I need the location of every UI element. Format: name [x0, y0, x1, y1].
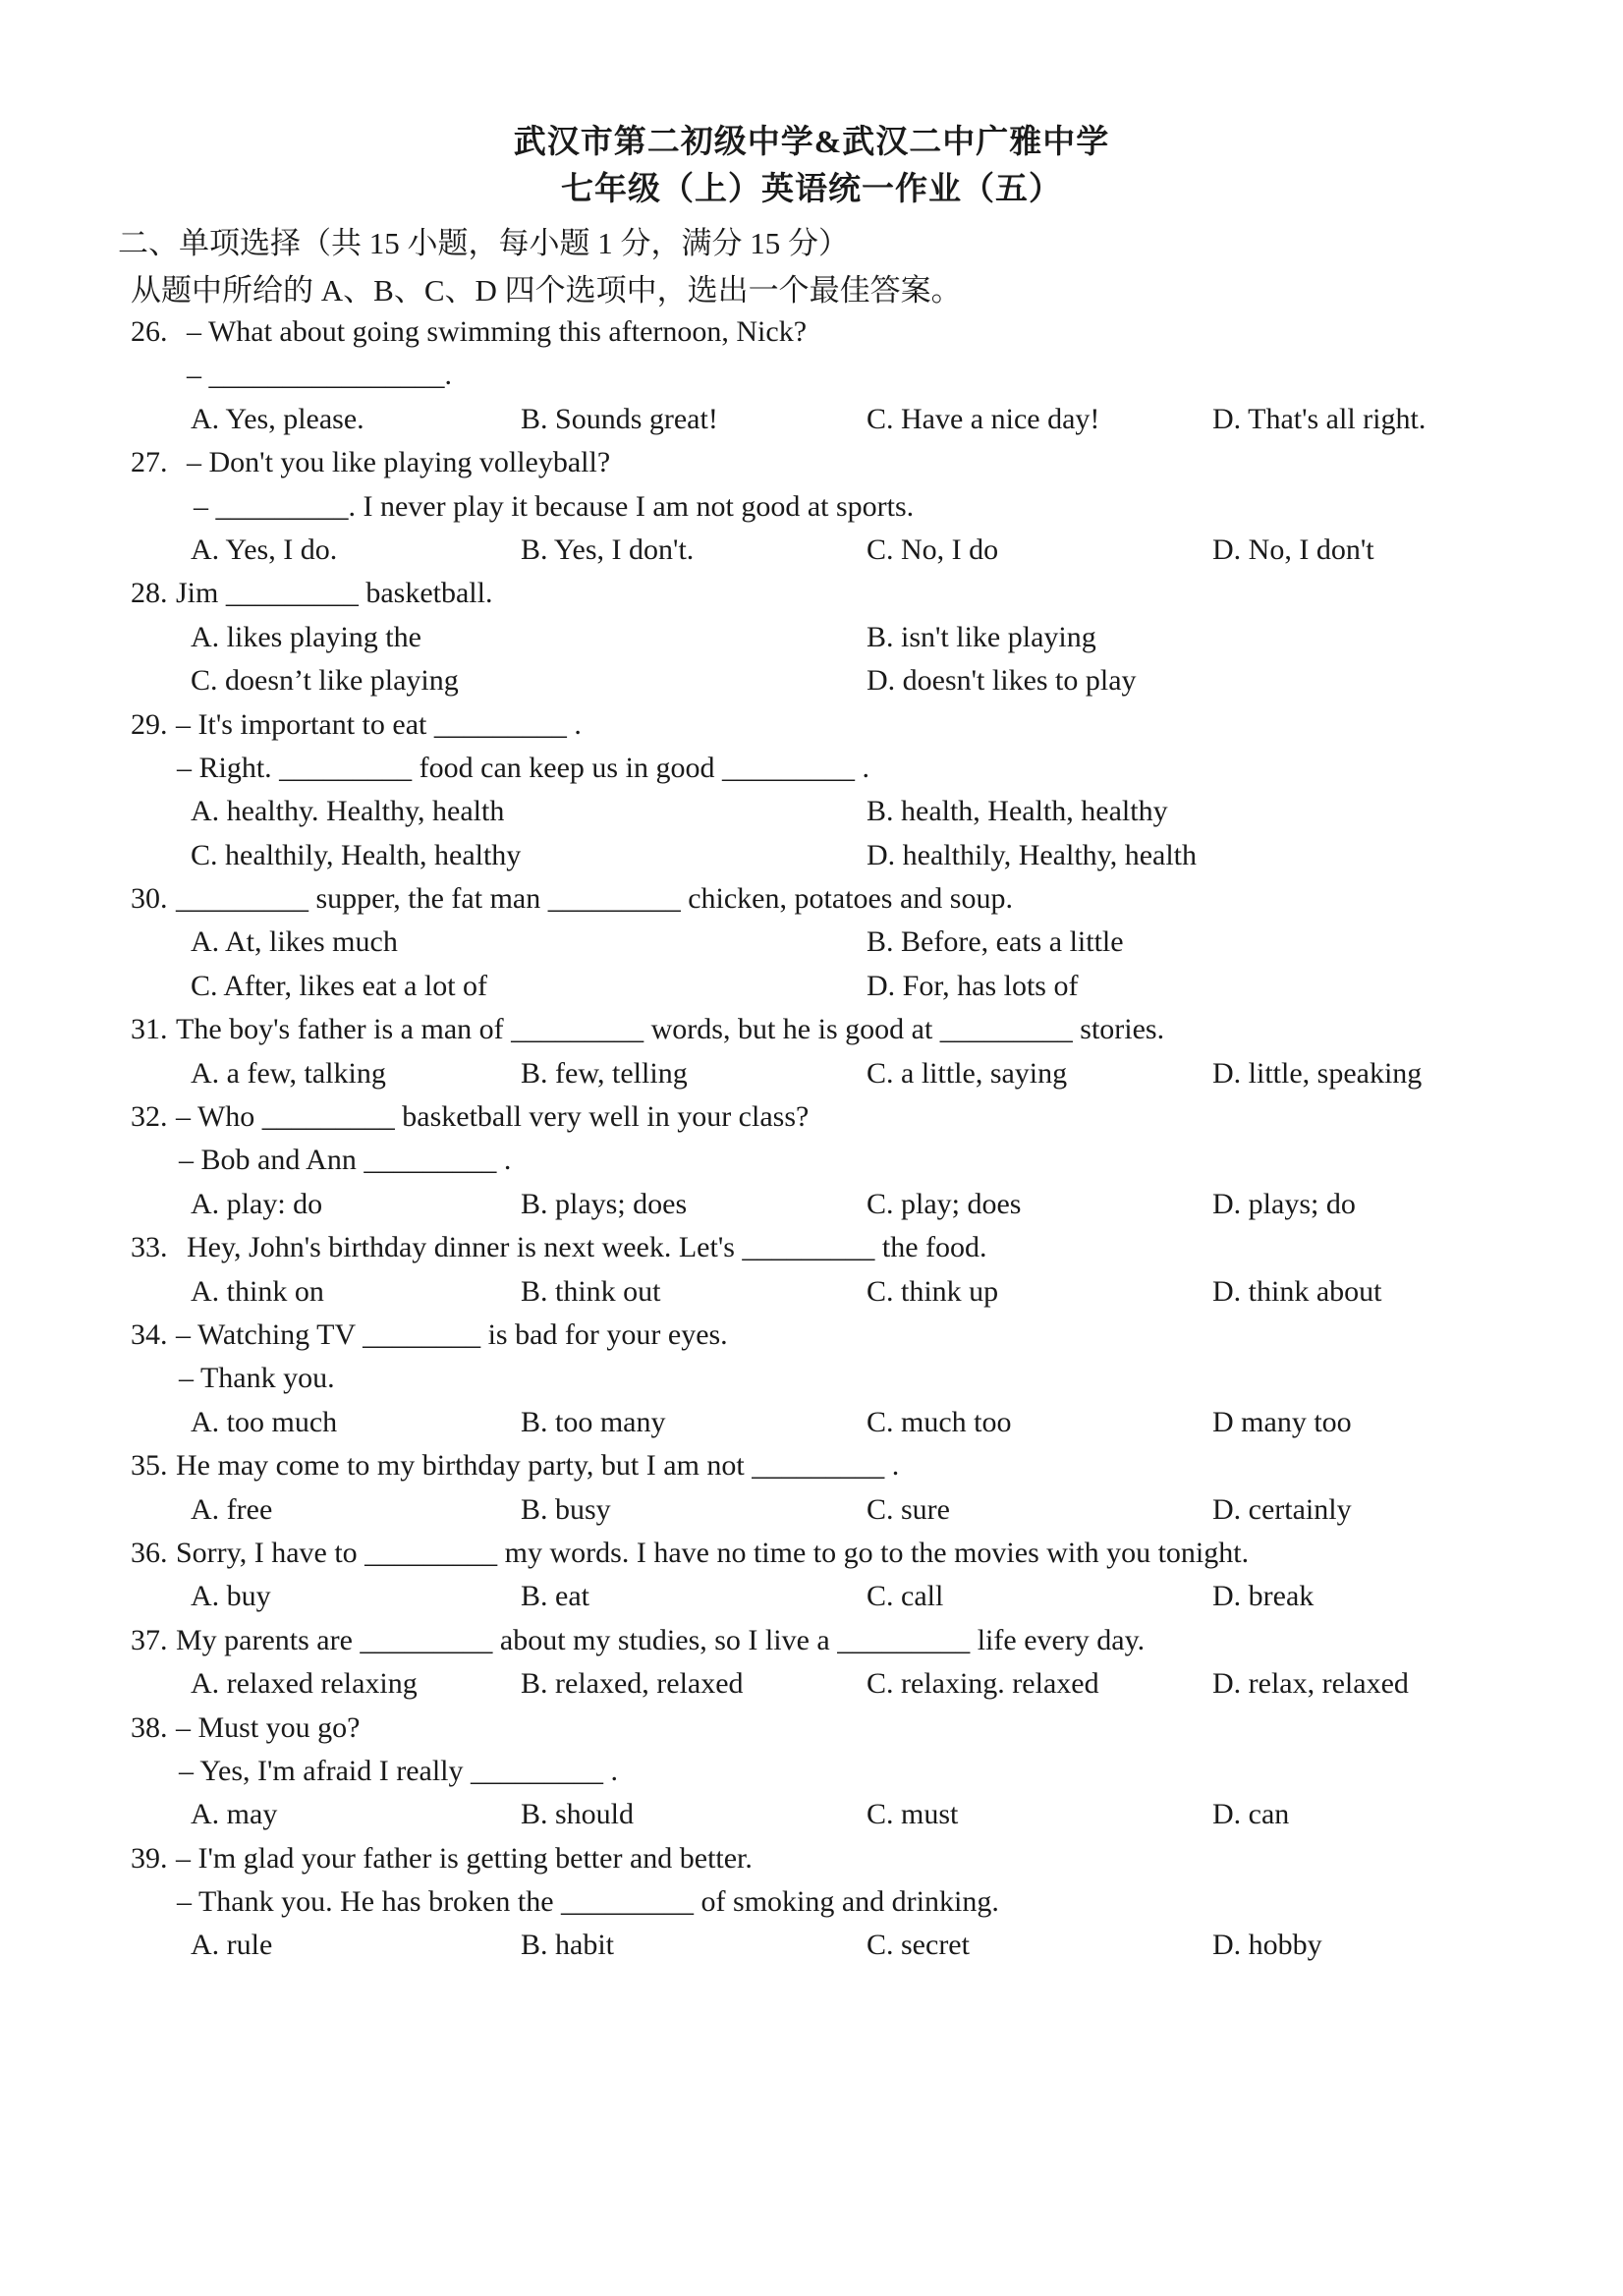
answer-option: B. busy — [521, 1492, 611, 1526]
question-stem — [0, 1707, 1623, 1750]
question-item — [0, 441, 1623, 572]
question-number: 30. — [131, 882, 168, 916]
question-dialogue-line — [0, 1880, 1623, 1924]
answer-option: A. relaxed relaxing — [191, 1667, 418, 1701]
answer-option: B. relaxed, relaxed — [521, 1667, 744, 1701]
answer-option: D. relax, relaxed — [1212, 1667, 1409, 1701]
question-item — [0, 1226, 1623, 1314]
question-number: 36. — [131, 1536, 168, 1569]
question-item — [0, 1008, 1623, 1095]
answer-option: D. For, has lots of — [867, 969, 1079, 1002]
answer-option: A. think on — [191, 1274, 324, 1308]
question-number: 27. — [131, 446, 168, 479]
answer-option: D. think about — [1212, 1274, 1382, 1308]
section-heading: 二、单项选择（共 15 小题，每小题 1 分，满分 15 分） — [118, 226, 849, 260]
answer-option: B. think out — [521, 1274, 661, 1308]
answer-option: B. plays; does — [521, 1187, 688, 1220]
question-item — [0, 1837, 1623, 1968]
question-stem — [0, 877, 1623, 921]
answer-option: C. After, likes eat a lot of — [191, 969, 488, 1002]
answer-option: B. should — [521, 1798, 635, 1831]
options-row — [0, 1488, 1623, 1532]
answer-option: D. break — [1212, 1580, 1315, 1613]
question-stem — [0, 1532, 1623, 1575]
exam-title: 七年级（上）英语统一作业（五） — [561, 172, 1062, 207]
answer-option: A. likes playing the — [191, 620, 421, 653]
question-stem — [0, 572, 1623, 615]
options-row — [0, 1924, 1623, 1967]
question-number: 26. — [131, 315, 168, 348]
question-item — [0, 572, 1623, 702]
options-row — [0, 659, 1623, 702]
answer-option: B. health, Health, healthy — [867, 795, 1168, 828]
answer-option: C. play; does — [867, 1187, 1022, 1220]
answer-option: C. healthily, Health, healthy — [191, 838, 522, 871]
question-text: – Thank you. He has broken the _________ of smoking and drinking. — [177, 1885, 999, 1919]
question-item — [0, 1095, 1623, 1226]
answer-option: C. think up — [867, 1274, 999, 1308]
question-number: 34. — [131, 1317, 168, 1351]
answer-option: D. doesn't likes to play — [867, 664, 1137, 698]
answer-option: A. At, likes much — [191, 925, 398, 959]
question-stem — [0, 1008, 1623, 1051]
question-list — [0, 310, 1623, 1968]
answer-option: C. No, I do — [867, 532, 999, 566]
question-stem — [0, 1444, 1623, 1487]
answer-option: C. must — [867, 1798, 959, 1831]
question-text: – _________. I never play it because I am not good at sports. — [194, 489, 915, 523]
options-row — [0, 529, 1623, 572]
options-row — [0, 965, 1623, 1008]
answer-option: C. much too — [867, 1405, 1012, 1438]
answer-option: A. too much — [191, 1405, 338, 1438]
question-number: 35. — [131, 1449, 168, 1483]
answer-option: A. free — [191, 1492, 273, 1526]
question-dialogue-line — [0, 1750, 1623, 1793]
question-number: 38. — [131, 1710, 168, 1744]
answer-option: A. Yes, I do. — [191, 532, 338, 566]
options-row — [0, 1401, 1623, 1444]
question-text: – I'm glad your father is getting better and better. — [176, 1841, 753, 1875]
school-title: 武汉市第二初级中学&武汉二中广雅中学 — [513, 125, 1110, 160]
options-row — [0, 616, 1623, 659]
question-dialogue-line — [0, 1139, 1623, 1182]
answer-option: B. Yes, I don't. — [521, 532, 695, 566]
question-stem — [0, 441, 1623, 484]
answer-option: D. can — [1212, 1798, 1290, 1831]
question-text: – It's important to eat _________ . — [176, 707, 582, 741]
answer-option: B. Sounds great! — [521, 402, 718, 435]
options-row — [0, 398, 1623, 441]
answer-option: D. No, I don't — [1212, 532, 1374, 566]
answer-option: A. buy — [191, 1580, 271, 1613]
answer-option: C. doesn’t like playing — [191, 664, 459, 698]
question-text: – Don't you like playing volleyball? — [187, 446, 611, 479]
options-row — [0, 1183, 1623, 1226]
question-text: The boy's father is a man of _________ words, but he is good at _________ stories. — [176, 1013, 1165, 1046]
options-row — [0, 790, 1623, 833]
question-stem — [0, 1095, 1623, 1139]
answer-option: D many too — [1212, 1405, 1352, 1438]
answer-option: A. may — [191, 1798, 278, 1831]
options-row — [0, 834, 1623, 877]
options-row — [0, 1793, 1623, 1836]
answer-option: B. too many — [521, 1405, 666, 1438]
options-row — [0, 921, 1623, 964]
question-number: 31. — [131, 1013, 168, 1046]
question-number: 33. — [131, 1231, 168, 1264]
answer-option: C. Have a nice day! — [867, 402, 1100, 435]
question-text: Sorry, I have to _________ my words. I have no time to go to the movies with you tonight. — [176, 1536, 1250, 1569]
answer-option: C. a little, saying — [867, 1056, 1068, 1090]
answer-option: A. Yes, please. — [191, 402, 364, 435]
answer-option: C. relaxing. relaxed — [867, 1667, 1099, 1701]
question-number: 29. — [131, 707, 168, 741]
question-text: – Bob and Ann _________ . — [179, 1144, 512, 1177]
section-instruction: 从题中所给的 A、B、C、D 四个选项中，选出一个最佳答案。 — [131, 273, 962, 308]
question-dialogue-line — [0, 1357, 1623, 1400]
answer-option: A. rule — [191, 1929, 273, 1962]
question-item — [0, 310, 1623, 441]
options-row — [0, 1270, 1623, 1314]
question-text: He may come to my birthday party, but I am not _________ . — [176, 1449, 900, 1483]
question-stem — [0, 310, 1623, 354]
question-number: 28. — [131, 577, 168, 610]
question-text: My parents are _________ about my studies, so I live a _________ life every day. — [176, 1623, 1146, 1656]
question-text: – Watching TV ________ is bad for your eyes. — [176, 1317, 728, 1351]
answer-option: B. Before, eats a little — [867, 925, 1124, 959]
question-text: – Yes, I'm afraid I really _________ . — [179, 1754, 618, 1787]
answer-option: D. little, speaking — [1212, 1056, 1423, 1090]
answer-option: B. isn't like playing — [867, 620, 1096, 653]
options-row — [0, 1052, 1623, 1095]
answer-option: C. call — [867, 1580, 944, 1613]
options-row — [0, 1662, 1623, 1706]
answer-option: A. healthy. Healthy, health — [191, 795, 505, 828]
question-text: Hey, John's birthday dinner is next week. Let's _________ the food. — [187, 1231, 987, 1264]
question-dialogue-line — [0, 354, 1623, 397]
answer-option: B. eat — [521, 1580, 589, 1613]
answer-option: D. healthily, Healthy, health — [867, 838, 1198, 871]
question-text: – Right. _________ food can keep us in good _________ . — [177, 751, 869, 784]
question-number: 39. — [131, 1841, 168, 1875]
question-number: 32. — [131, 1100, 168, 1134]
options-row — [0, 1575, 1623, 1618]
question-dialogue-line — [0, 485, 1623, 529]
question-text: – Must you go? — [176, 1710, 361, 1744]
answer-option: A. a few, talking — [191, 1056, 386, 1090]
answer-option: B. few, telling — [521, 1056, 688, 1090]
question-stem — [0, 1619, 1623, 1662]
question-text: – What about going swimming this afternoon, Nick? — [187, 315, 808, 348]
question-text: Jim _________ basketball. — [176, 577, 493, 610]
question-item — [0, 1314, 1623, 1444]
question-item — [0, 1619, 1623, 1707]
question-text: – Thank you. — [179, 1362, 335, 1395]
question-text: _________ supper, the fat man _________ chicken, potatoes and soup. — [176, 882, 1013, 916]
question-item — [0, 877, 1623, 1008]
answer-option: C. sure — [867, 1492, 950, 1526]
question-text: – ________________. — [187, 359, 452, 392]
question-text: – Who _________ basketball very well in your class? — [176, 1100, 810, 1134]
answer-option: C. secret — [867, 1929, 970, 1962]
answer-option: D. hobby — [1212, 1929, 1322, 1962]
question-item — [0, 703, 1623, 878]
question-stem — [0, 1314, 1623, 1357]
answer-option: D. plays; do — [1212, 1187, 1356, 1220]
answer-option: D. certainly — [1212, 1492, 1352, 1526]
question-dialogue-line — [0, 747, 1623, 790]
question-stem — [0, 1837, 1623, 1880]
question-stem — [0, 703, 1623, 747]
question-stem — [0, 1226, 1623, 1269]
question-item — [0, 1444, 1623, 1532]
answer-option: B. habit — [521, 1929, 614, 1962]
question-item — [0, 1532, 1623, 1619]
answer-option: A. play: do — [191, 1187, 323, 1220]
question-number: 37. — [131, 1623, 168, 1656]
answer-option: D. That's all right. — [1212, 402, 1427, 435]
question-item — [0, 1707, 1623, 1837]
